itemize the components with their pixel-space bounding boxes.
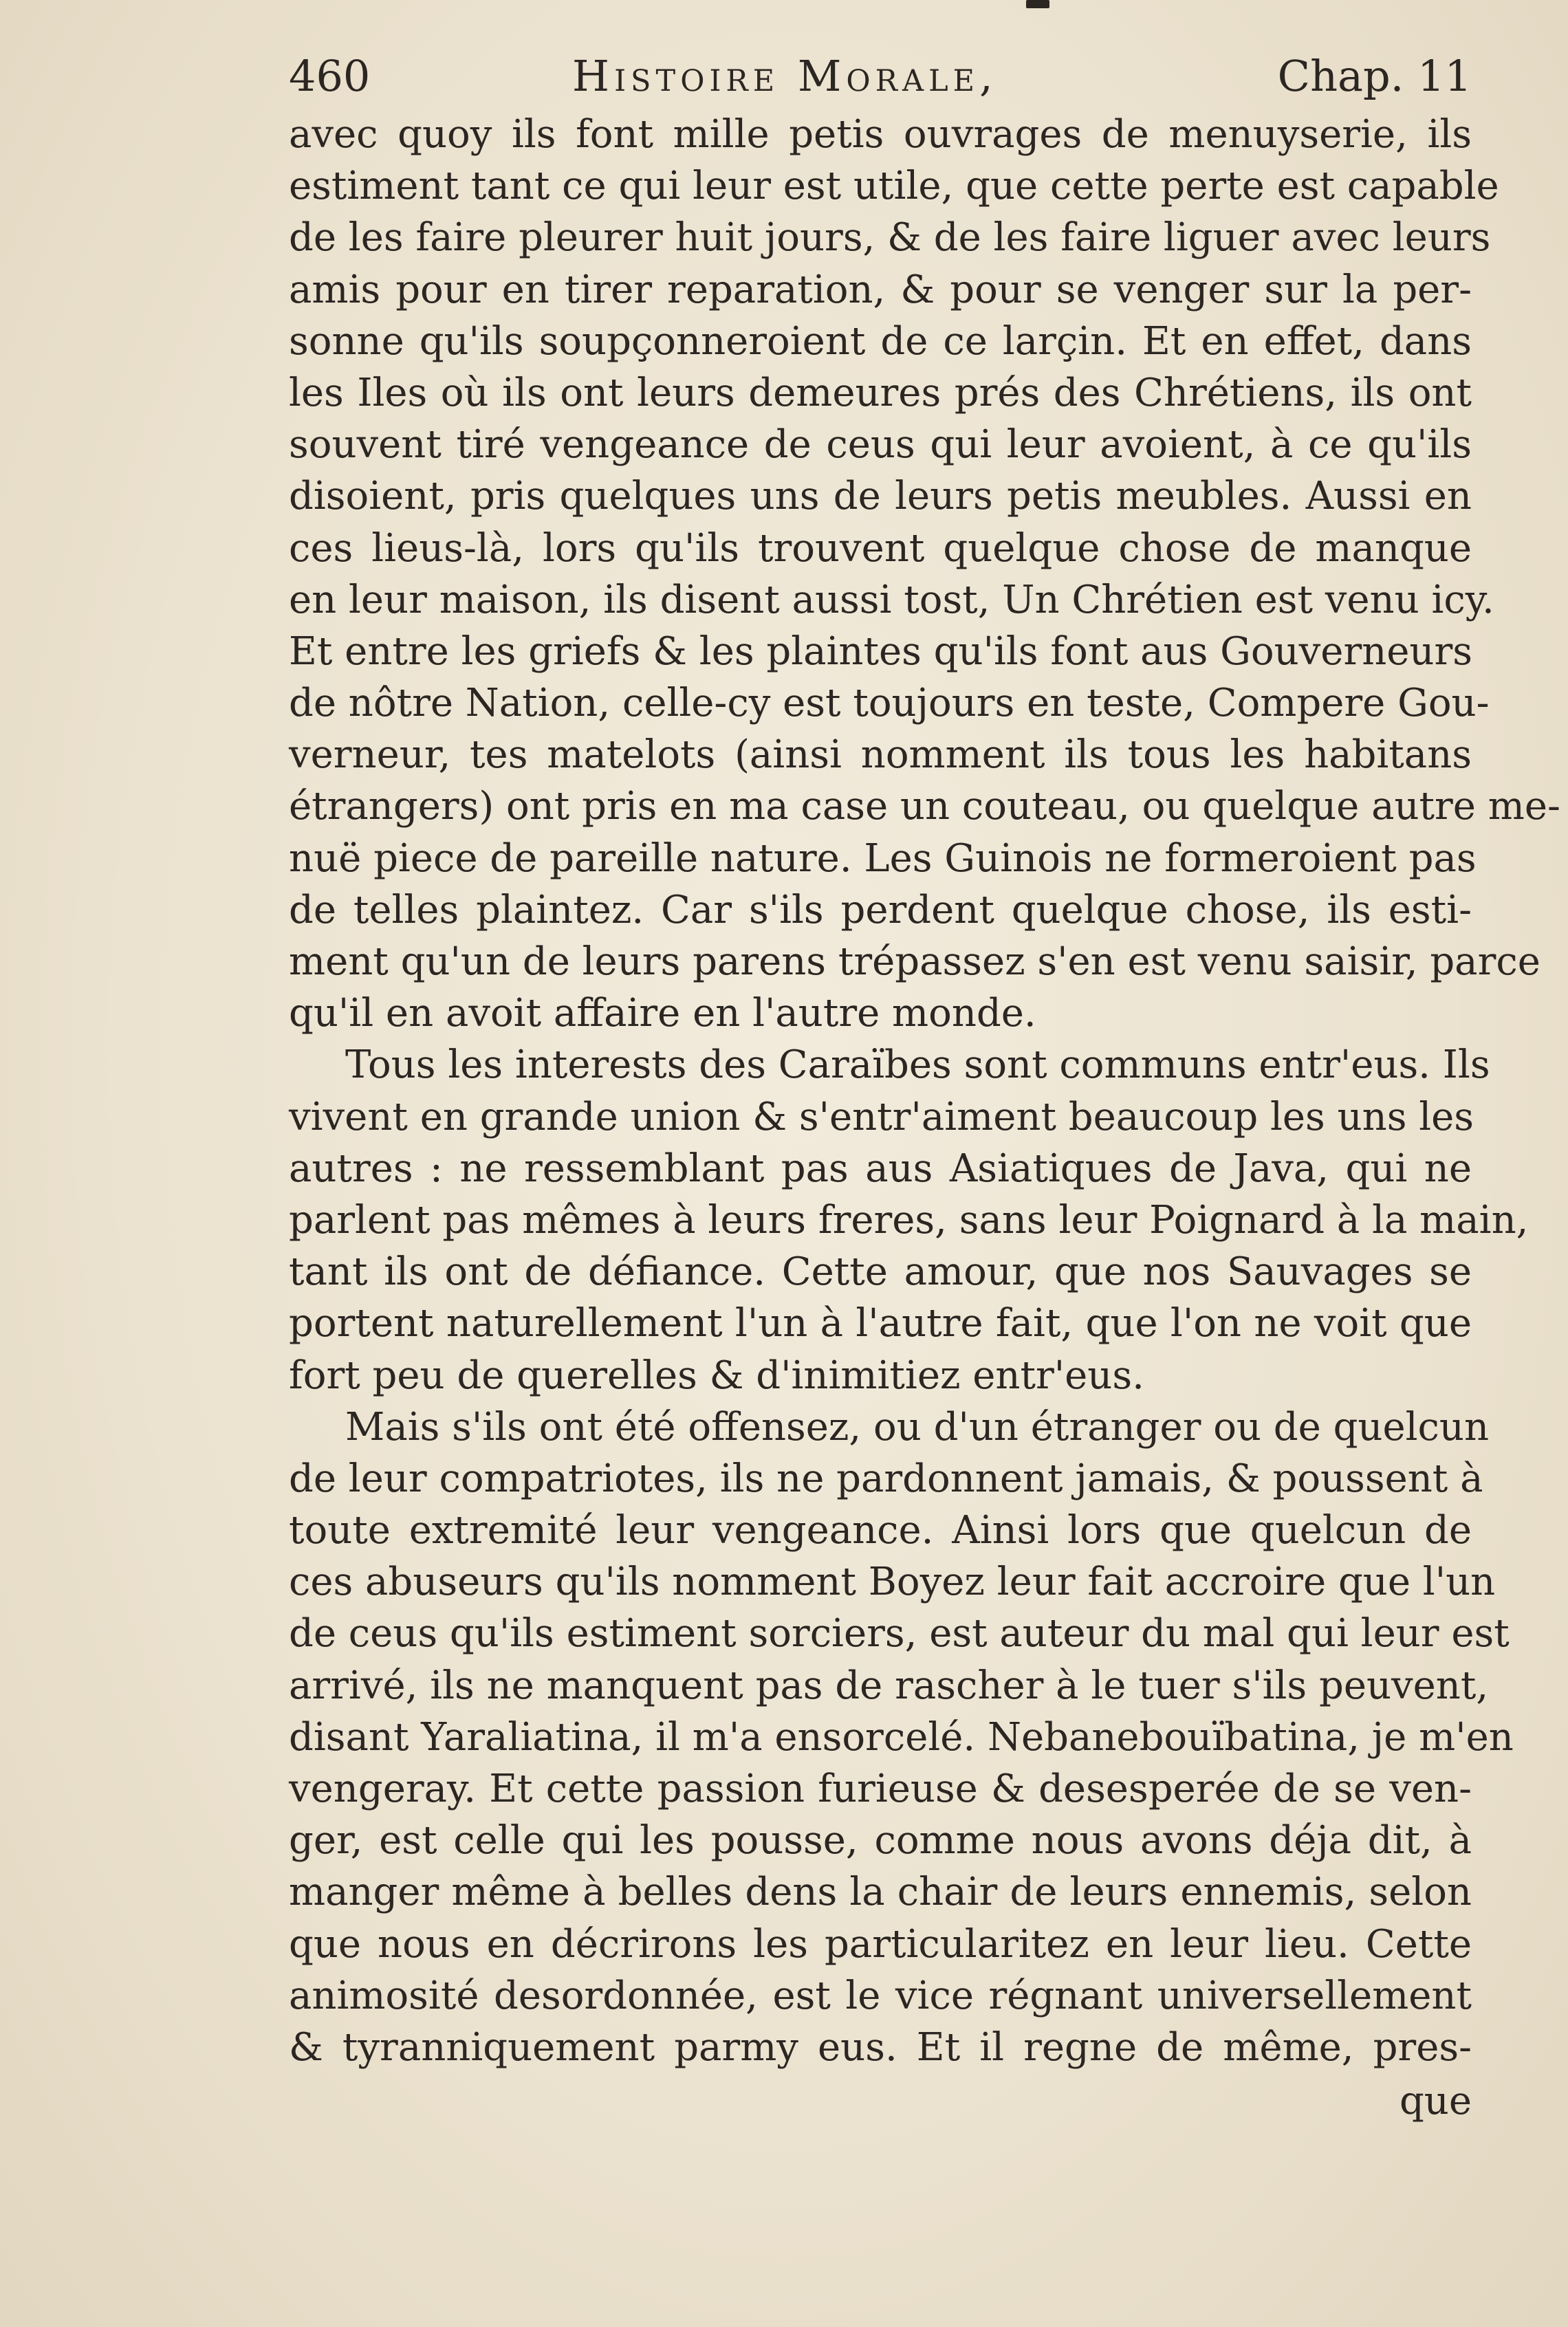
text-line: Et entre les griefs & les plaintes qu'ils font aus Gouverneurs (289, 629, 1472, 674)
text-line: les Iles où ils ont leurs demeures prés des Chrétiens, ils ont (289, 370, 1472, 415)
text-line: de les faire pleurer huit jours, & de les faire liguer avec leurs (289, 215, 1491, 261)
text-line: estiment tant ce qui leur est utile, que cette perte est capable (289, 164, 1499, 209)
text-line: étrangers) ont pris en ma case un couteau, ou quelque autre me- (289, 784, 1560, 829)
text-line: souvent tiré vengeance de ceus qui leur avoient, à ce qu'ils (289, 422, 1472, 468)
text-line: ger, est celle qui les pousse, comme nous avons déja dit, à (289, 1818, 1472, 1864)
text-line: qu'il en avoit affaire en l'autre monde. (289, 991, 1036, 1036)
text-line: toute extremité leur vengeance. Ainsi lors que quelcun de (289, 1508, 1472, 1553)
text-line: disant Yaraliatina, il m'a ensorcelé. Nebanebouïbatina, je m'en (289, 1714, 1514, 1760)
text-line: & tyranniquement parmy eus. Et il regne de même, pres- (289, 2024, 1472, 2070)
text-line: amis pour en tirer reparation, & pour se venger sur la per- (289, 267, 1472, 312)
text-line: avec quoy ils font mille petis ouvrages de menuyserie, ils (289, 112, 1472, 157)
text-line: de leur compatriotes, ils ne pardonnent jamais, & poussent à (289, 1456, 1483, 1501)
catchword: que (1399, 2079, 1472, 2123)
body-text (289, 109, 1560, 2073)
text-line: manger même à belles dens la chair de leurs ennemis, selon (289, 1870, 1472, 1915)
running-head (289, 45, 1472, 107)
text-line: ces lieus-là, lors qu'ils trouvent quelque chose de manque (289, 525, 1472, 571)
text-line: ment qu'un de leurs parens trépassez s'en est venu saisir, parce (289, 939, 1540, 984)
text-line: arrivé, ils ne manquent pas de rascher à le tuer s'ils peuvent, (289, 1663, 1489, 1708)
text-line: de ceus qu'ils estiment sorciers, est auteur du mal qui leur est (289, 1611, 1510, 1657)
text-line: en leur maison, ils disent aussi tost, Un Chrétien est venu icy. (289, 577, 1494, 622)
text-line: disoient, pris quelques uns de leurs petis meubles. Aussi en (289, 474, 1472, 519)
chapter-label: Chap. 11 (1277, 51, 1472, 101)
text-line: parlent pas mêmes à leurs freres, sans leur Poignard à la main, (289, 1197, 1529, 1243)
text-line: que nous en décrirons les particularitez en leur lieu. Cette (289, 1921, 1472, 1967)
page-number: 460 (289, 51, 371, 101)
text-line: portent naturellement l'un à l'autre fait, que l'on ne voit que (289, 1301, 1472, 1346)
text-line: Mais s'ils ont été offensez, ou d'un étranger ou de quelcun (345, 1404, 1490, 1450)
text-line: fort peu de querelles & d'inimitiez entr'eus. (289, 1353, 1144, 1398)
text-line: verneur, tes matelots (ainsi nomment ils tous les habitans (289, 732, 1472, 778)
text-line: tant ils ont de défiance. Cette amour, que nos Sauvages se (289, 1249, 1472, 1295)
text-line: sonne qu'ils soupçonneroient de ce larçin. Et en effet, dans (289, 318, 1472, 364)
text-line: nuë piece de pareille nature. Les Guinois ne formeroient pas (289, 835, 1477, 881)
text-line: ces abuseurs qu'ils nomment Boyez leur fait accroire que l'un (289, 1560, 1496, 1605)
text-line: Tous les interests des Caraïbes sont communs entr'eus. Ils (345, 1042, 1490, 1088)
text-line: autres : ne ressemblant pas aus Asiatiques de Java, qui ne (289, 1146, 1472, 1191)
running-title: Histoire Morale, (572, 51, 998, 101)
text-line: de nôtre Nation, celle-cy est toujours en teste, Compere Gou- (289, 681, 1490, 726)
text-line: vengeray. Et cette passion furieuse & desesperée de se ven- (289, 1767, 1472, 1811)
text-line: de telles plaintez. Car s'ils perdent quelque chose, ils esti- (289, 887, 1472, 932)
page-edge-mark (1026, 0, 1049, 8)
text-line: animosité desordonnée, est le vice régnant universellement (289, 1973, 1472, 2018)
text-line: vivent en grande union & s'entr'aiment beaucoup les uns les (289, 1094, 1474, 1139)
